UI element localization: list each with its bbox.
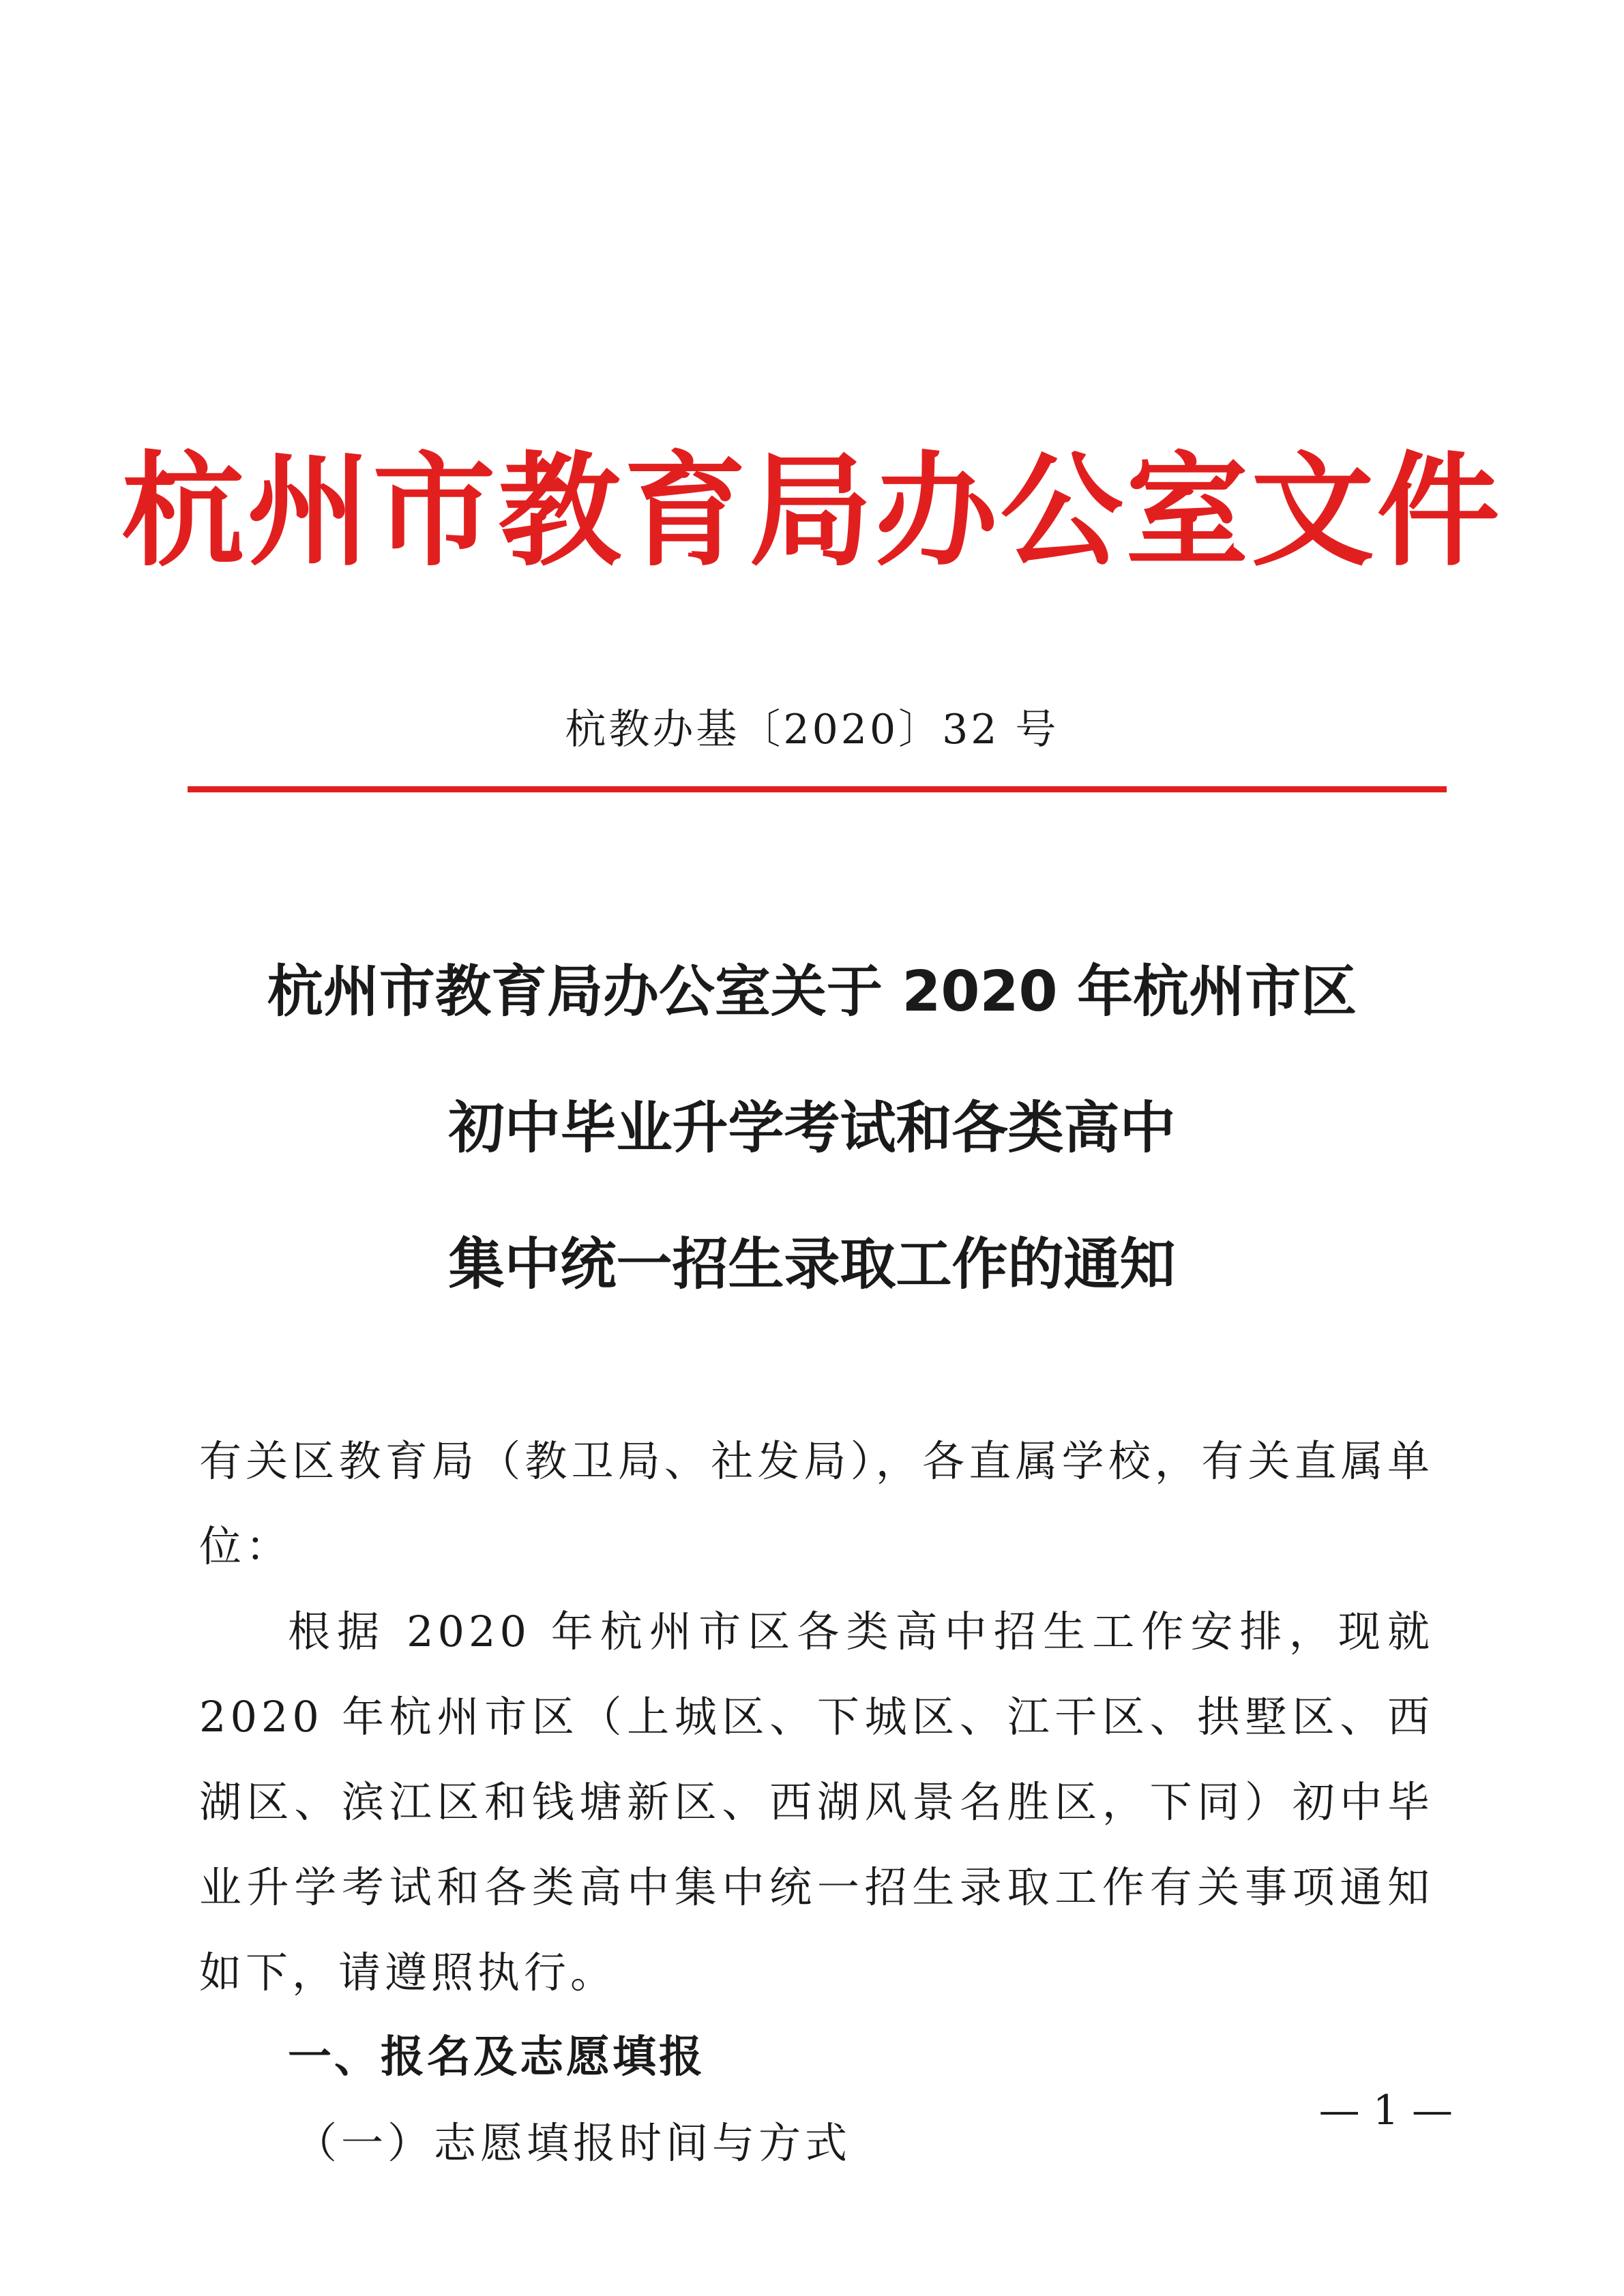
title-line: 集中统一招生录取工作的通知	[448, 1232, 1176, 1297]
intro-paragraph: 根据 2020 年杭州市区各类高中招生工作安排，现就 2020 年杭州市区（上城区、下城区、江干区、拱墅区、西湖区、滨江区和钱塘新区、西湖风景名胜区，下同）初中毕业升学考试和各类高中集中统一招生录取工作有关事项通知如下，请遵照执行。	[199, 1607, 1434, 1997]
document-number: 杭教办基〔2020〕32 号	[565, 706, 1059, 754]
salutation: 有关区教育局（教卫局、社发局），各直属学校，有关直属单位：	[199, 1436, 1434, 1571]
subsection-heading: （一）志愿填报时间与方式	[295, 2118, 852, 2168]
section-heading: 一、报名及志愿填报	[288, 2032, 705, 2083]
notice-title	[0, 958, 1624, 1367]
title-line: 杭州市教育局办公室关于 2020 年杭州市区	[267, 959, 1357, 1024]
title-line: 初中毕业升学考试和各类高中	[448, 1096, 1176, 1161]
masthead-title: 杭州市教育局办公室文件	[121, 439, 1503, 583]
document-body	[199, 1418, 1434, 2186]
red-divider-line	[188, 786, 1447, 792]
page-number: — 1 —	[1318, 2087, 1453, 2134]
